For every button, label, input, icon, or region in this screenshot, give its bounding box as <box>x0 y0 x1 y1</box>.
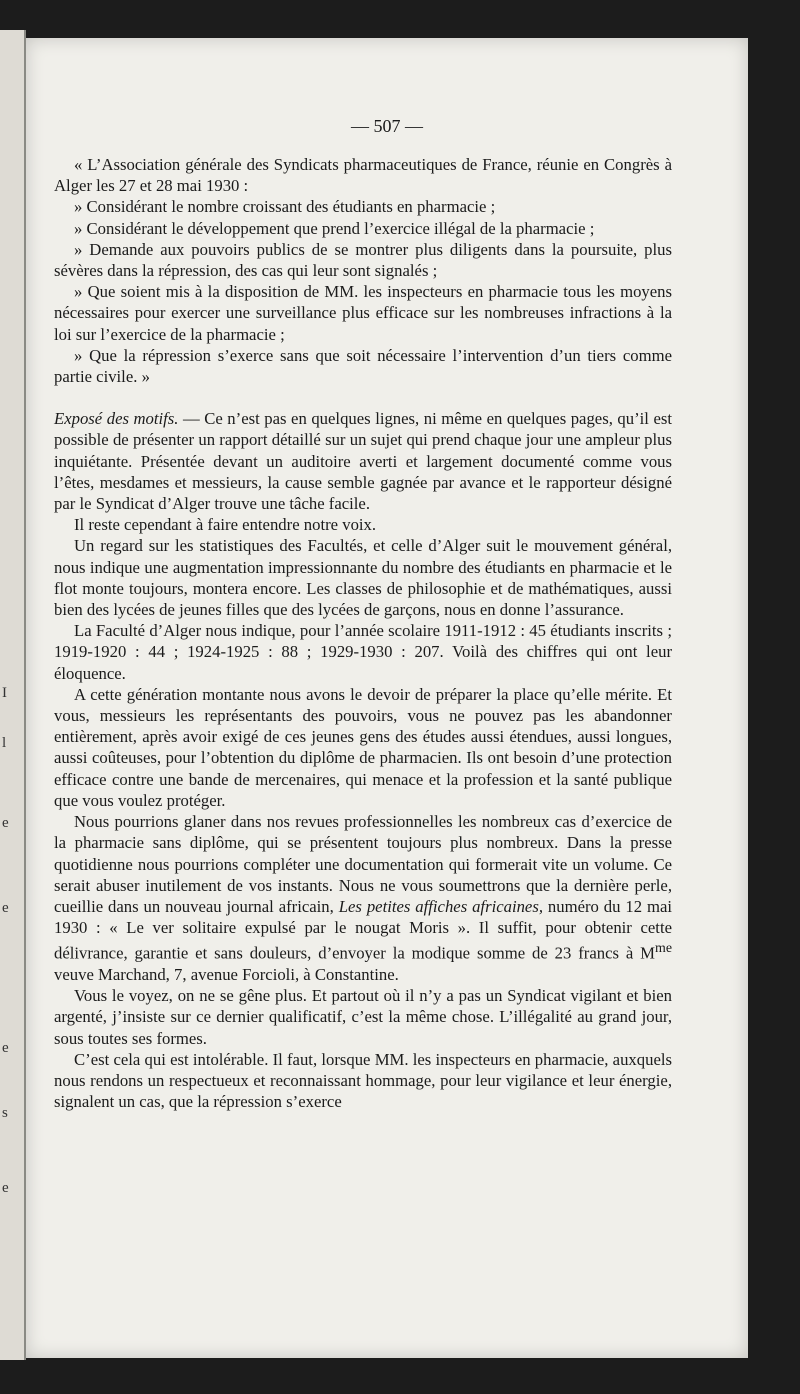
resolution-paragraph: » Considérant le nombre croissant des étudiants en pharmacie ; <box>74 197 496 217</box>
facing-page-edge <box>0 30 26 1360</box>
body-paragraph: C’est cela qui est intolérable. Il faut, lorsque MM. les inspecteurs en pharmacie, auxquels nous rendons un respectueux et reconnaissant hommage, pour leur vigilance et leur énergie, signalent un cas, que la répression s’exerce <box>54 1049 672 1112</box>
superscript: me <box>655 941 672 957</box>
resolution-paragraph: « L’Association générale des Syndicats pharmaceutiques de France, réunie en Congrès à Alger les 27 et 28 mai 1930 : <box>54 155 672 196</box>
body-paragraph: La Faculté d’Alger nous indique, pour l’année scolaire 1911-1912 : 45 étudiants inscrits ; 1919-1920 : 44 ; 1924-1925 : 88 ; 1929-1930 : 207. Voilà des chiffres qui ont leur éloquence. <box>54 621 672 683</box>
margin-fragment: e <box>2 1040 9 1056</box>
margin-fragment: e <box>2 815 9 831</box>
body-paragraph: Il reste cependant à faire entendre notre voix. <box>74 515 377 535</box>
margin-fragment: e <box>2 900 9 916</box>
body-paragraph: Un regard sur les statistiques des Facultés, et celle d’Alger suit le mouvement général, nous indique une augmentation impressionnante du nombre des étudiants en pharmacie et le flot monte toujours, montera encore. Les classes de philosophie et de mathématiques, aussi bien des lycées de jeunes filles que des lycées de garçons, nous en donne l’assurance. <box>54 536 672 620</box>
body-paragraph: Vous le voyez, on ne se gêne plus. Et partout où il n’y a pas un Syndicat vigilant et bien argenté, j’insiste sur ce dernier qualificatif, c’est la même chose. L’illégalité au grand jour, sous toutes ses formes. <box>54 986 672 1048</box>
document-page <box>26 38 748 1358</box>
body-text <box>54 154 672 1113</box>
resolution-paragraph: » Considérant le développement que prend l’exercice illégal de la pharmacie ; <box>74 218 595 238</box>
expose-text: — Ce n’est pas en quelques lignes, ni même en quelques pages, qu’il est possible de présenter un rapport détaillé sur un sujet qui prend chaque jour une ampleur plus inquiétante. Présentée devant un auditoire averti et largement documenté comme vous l’êtes, mesdames et messieurs, la cause semble gagnée par avance et le rapporteur désigné par le Syndicat d’Alger trouve une tâche facile. <box>54 409 673 514</box>
body-paragraph: A cette génération montante nous avons le devoir de préparer la place qu’elle mérite. Et vous, messieurs les représentants des pouvoirs, vous ne pouvez pas les abandonner entièrement, après avoir exigé de ces jeunes gens des études aussi étendues, aussi longues, aussi coûteuses, pour l’obtention du diplôme de pharmacien. Ils ont besoin d’une protection efficace contre une bande de mercenaires, qui menace et la profession et la santé publique que vous voulez protéger. <box>54 684 672 810</box>
body-paragraph <box>54 811 672 985</box>
glaner-text-3: veuve Marchand, 7, avenue Forcioli, à Constantine. <box>54 965 399 985</box>
expose-paragraph <box>54 408 672 514</box>
glaner-text-1: Nous pourrions glaner dans nos revues professionnelles les nombreux cas d’exercice de la pharmacie sans diplôme, qui se présentent toujours plus nombreux. Dans la presse quotidienne nous pourrions compléter une documentation qui formerait vite un volume. Ce serait abuser inutilement de vos instants. Nous ne vous soumettrons que la dernière perle, cueillie dans un nouveau journal africain, <box>54 812 672 916</box>
margin-fragment: l <box>2 735 7 751</box>
resolution-paragraph: » Demande aux pouvoirs publics de se montrer plus diligents dans la poursuite, plus sévères dans la répression, des cas qui leur sont signalés ; <box>54 239 672 281</box>
margin-fragment: s <box>2 1105 8 1121</box>
margin-fragment: I <box>2 685 7 701</box>
resolution-paragraph: » Que soient mis à la disposition de MM. les inspecteurs en pharmacie tous les moyens nécessaires pour exercer une surveillance plus efficace sur les nombreuses infractions à la loi sur l’exercice de la pharmacie ; <box>54 282 672 344</box>
glaner-text-2: numéro du 12 mai 1930 : « Le ver solitaire expulsé par le nougat Moris ». Il suffit, pour obtenir cette délivrance, garantie et sans douleurs, d’envoyer la modique somme de 23 francs à M <box>54 896 673 963</box>
margin-fragment: e <box>2 1180 9 1196</box>
journal-title: Les petites affiches africaines, <box>338 896 544 916</box>
resolution-paragraph: » Que la répression s’exerce sans que soit nécessaire l’intervention d’un tiers comme partie civile. » <box>54 345 672 387</box>
section-heading: Exposé des motifs. <box>54 409 179 429</box>
page-number: — 507 — <box>351 116 423 136</box>
